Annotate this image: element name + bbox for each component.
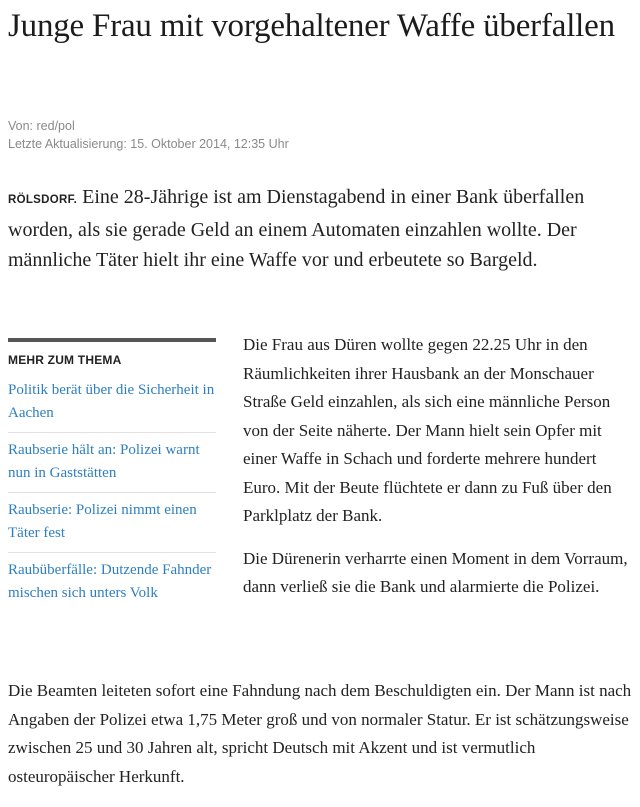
- article-author: Von: red/pol: [8, 119, 75, 133]
- related-link-aachen[interactable]: Politik berät über die Sicherheit in Aachen: [8, 382, 215, 421]
- article-headline: Junge Frau mit vorgehaltener Waffe überfallen: [8, 8, 615, 44]
- article-lead-text: Eine 28-Jährige ist am Dienstagabend in einer Bank überfallen worden, als sie gerade Geld an einem Automaten einzahlen wollte. Der männliche Täter hielt ihr eine Waffe vor und erbeutete so Bargeld.: [8, 186, 585, 271]
- related-link-fahnder[interactable]: Raubüberfälle: Dutzende Fahnder mischen sich unters Volk: [8, 562, 212, 601]
- article-updated: Letzte Aktualisierung: 15. Oktober 2014, 12:35 Uhr: [8, 137, 289, 151]
- related-item: [8, 373, 216, 433]
- article-body-column: [243, 331, 637, 616]
- related-item: [8, 553, 216, 612]
- article-lead: [8, 182, 634, 275]
- article-meta: [8, 117, 289, 153]
- article-paragraph: Die Beamten leiteten sofort eine Fahndung nach dem Beschuldigten ein. Der Mann ist nach Angaben der Polizei etwa 1,75 Meter groß und von normaler Statur. Er ist schätzungsweise zwischen 25 und 30 Jahren alt, spricht Deutsch mit Akzent und ist vermutlich osteuropäischer Herkunft.: [8, 681, 632, 786]
- article-paragraph: Die Frau aus Düren wollte gegen 22.25 Uhr in den Räumlichkeiten ihrer Hausbank an der Monschauer Straße Geld einzahlen, als sich eine männliche Person von der Seite näherte. Der Mann hielt sein Opfer mit einer Waffe in Schach und forderte mehrere hundert Euro. Mit der Beute flüchtete er dann zu Fuß über den Parklplatz der Bank.: [243, 335, 612, 525]
- related-list: [8, 373, 216, 612]
- article-dateline: RÖLSDORF.: [8, 194, 78, 206]
- related-title: MEHR ZUM THEMA: [8, 353, 122, 367]
- related-link-taeter-fest[interactable]: Raubserie: Polizei nimmt einen Täter fest: [8, 502, 197, 541]
- related-item: [8, 493, 216, 553]
- related-item: [8, 433, 216, 493]
- article-paragraph: Die Dürenerin verharrte einen Moment in dem Vorraum, dann verließ sie die Bank und alarmierte die Polizei.: [243, 548, 628, 596]
- related-link-gaststaetten[interactable]: Raubserie hält an: Polizei warnt nun in Gaststätten: [8, 442, 200, 481]
- related-sidebar: [8, 338, 216, 612]
